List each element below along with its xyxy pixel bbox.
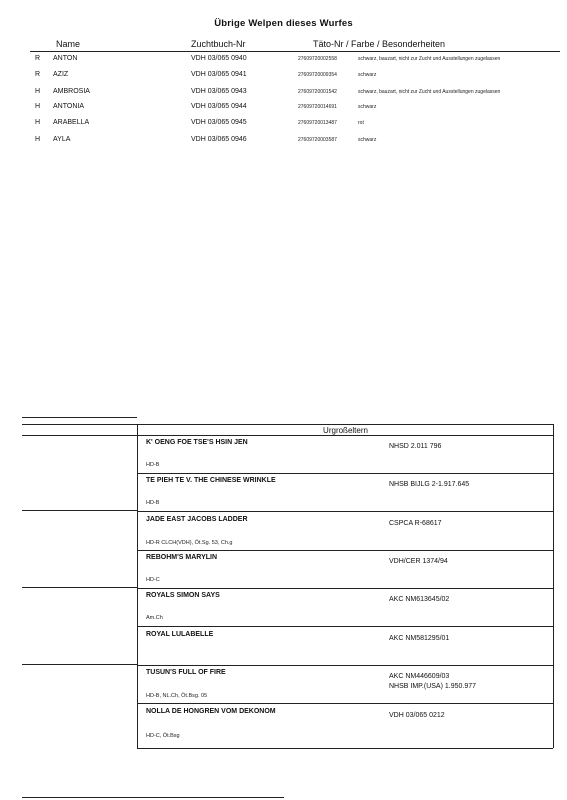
dog-registration-secondary: NHSB IMP.(USA) 1.950.977 [389, 683, 477, 690]
puppy-row [0, 55, 567, 72]
dog-registration: AKC NM446609/03 [389, 673, 450, 680]
puppy-zuchtbuch: VDH 03/065 0945 [191, 119, 247, 126]
header-divider [30, 51, 560, 52]
puppy-zuchtbuch: VDH 03/065 0941 [191, 71, 247, 78]
puppy-tato: 27609720003587 [298, 137, 337, 143]
pedigree-cell [137, 704, 553, 749]
dog-titles: Am.Ch [146, 615, 163, 621]
dog-titles: HD-C [146, 577, 160, 583]
header-name: Name [56, 39, 81, 49]
dog-name: K' OENG FOE TSE'S HSIN JEN [146, 439, 248, 446]
puppy-row [0, 119, 567, 136]
pedigree-left-divider [22, 510, 137, 511]
puppy-zuchtbuch: VDH 03/065 0946 [191, 136, 247, 143]
dog-registration: NHSD 2.011 796 [389, 443, 442, 450]
puppy-tato: 27609720001542 [298, 89, 337, 95]
puppy-row [0, 71, 567, 88]
dog-name: REBOHM'S MARYLIN [146, 554, 218, 561]
puppy-sex: H [35, 88, 41, 95]
dog-name: ROYALS SIMON SAYS [146, 592, 220, 599]
dog-titles: HD-R CLCH(VDH), Öt.Sg. 53, Ch.g [146, 540, 233, 546]
puppy-name: AMBROSIA [53, 88, 90, 95]
puppy-row [0, 136, 567, 153]
puppy-sex: H [35, 136, 41, 143]
puppy-name: AZIZ [53, 71, 69, 78]
header-tato: Täto-Nr / Farbe / Besonderheiten [313, 39, 446, 49]
puppy-note: schwarz [358, 72, 377, 78]
puppy-note: schwarz, bauzart, nicht zur Zucht und Ausstellungen zugelassen [358, 89, 501, 95]
pedigree-cell [137, 473, 553, 512]
dog-registration: NHSB BIJLG 2-1.917.645 [389, 481, 470, 488]
puppy-sex: H [35, 119, 41, 126]
dog-registration: AKC NM613645/02 [389, 596, 450, 603]
puppy-row [0, 103, 567, 120]
puppy-zuchtbuch: VDH 03/065 0944 [191, 103, 247, 110]
puppy-sex: H [35, 103, 41, 110]
dog-name: NOLLA DE HONGREN VOM DEKONOM [146, 708, 276, 715]
puppy-name: ANTON [53, 55, 78, 62]
dog-titles: HD-B [146, 462, 160, 468]
puppy-note: rot [358, 120, 364, 126]
pedigree-cell [137, 550, 553, 589]
pedigree-left-divider [22, 587, 137, 588]
dog-name: TUSUN'S FULL OF FIRE [146, 669, 226, 676]
puppy-note: schwarz [358, 137, 377, 143]
pedigree-cell [137, 588, 553, 627]
dog-titles: HD-B, NL.Ch, Öt.Bsg. 05 [146, 693, 208, 699]
puppy-name: ARABELLA [53, 119, 90, 126]
dog-registration: AKC NM581295/01 [389, 635, 450, 642]
header-zuchtbuch: Zuchtbuch-Nr [191, 39, 246, 49]
pedigree-cell [137, 435, 553, 474]
puppy-sex: R [35, 71, 41, 78]
puppy-zuchtbuch: VDH 03/065 0943 [191, 88, 247, 95]
pedigree-top-line [22, 417, 137, 418]
pedigree-left-divider [22, 664, 137, 665]
dog-titles: HD-B [146, 500, 160, 506]
bottom-rule [22, 797, 284, 798]
puppy-tato: 27609720014691 [298, 104, 337, 110]
puppy-zuchtbuch: VDH 03/065 0940 [191, 55, 247, 62]
pedigree-cell [137, 512, 553, 551]
pedigree-header-line [22, 424, 553, 425]
puppy-tato: 27609720002558 [298, 56, 337, 62]
dog-registration: CSPCA R-68617 [389, 520, 442, 527]
dog-name: ROYAL LULABELLE [146, 631, 214, 638]
puppy-name: AYLA [53, 136, 71, 143]
pedigree-header-title: Urgroßeltern [323, 426, 368, 435]
dog-registration: VDH 03/065 0212 [389, 712, 445, 719]
puppy-sex: R [35, 55, 41, 62]
dog-registration: VDH/CER 1374/94 [389, 558, 448, 565]
pedigree-right-column-line [553, 424, 554, 748]
puppy-note: schwarz [358, 104, 377, 110]
puppy-name: ANTONIA [53, 103, 84, 110]
litter-title: Übrige Welpen dieses Wurfes [214, 18, 353, 29]
puppy-tato: 27609720009354 [298, 72, 337, 78]
pedigree-cell [137, 627, 553, 666]
puppy-tato: 27609720013487 [298, 120, 337, 126]
dog-name: TE PIEH TE V. THE CHINESE WRINKLE [146, 477, 276, 484]
dog-titles: HD-C, Öt.Bsg [146, 733, 180, 739]
puppy-note: schwarz, bauzart, nicht zur Zucht und Ausstellungen zugelassen [358, 56, 501, 62]
dog-name: JADE EAST JACOBS LADDER [146, 516, 248, 523]
pedigree-cell [137, 665, 553, 704]
